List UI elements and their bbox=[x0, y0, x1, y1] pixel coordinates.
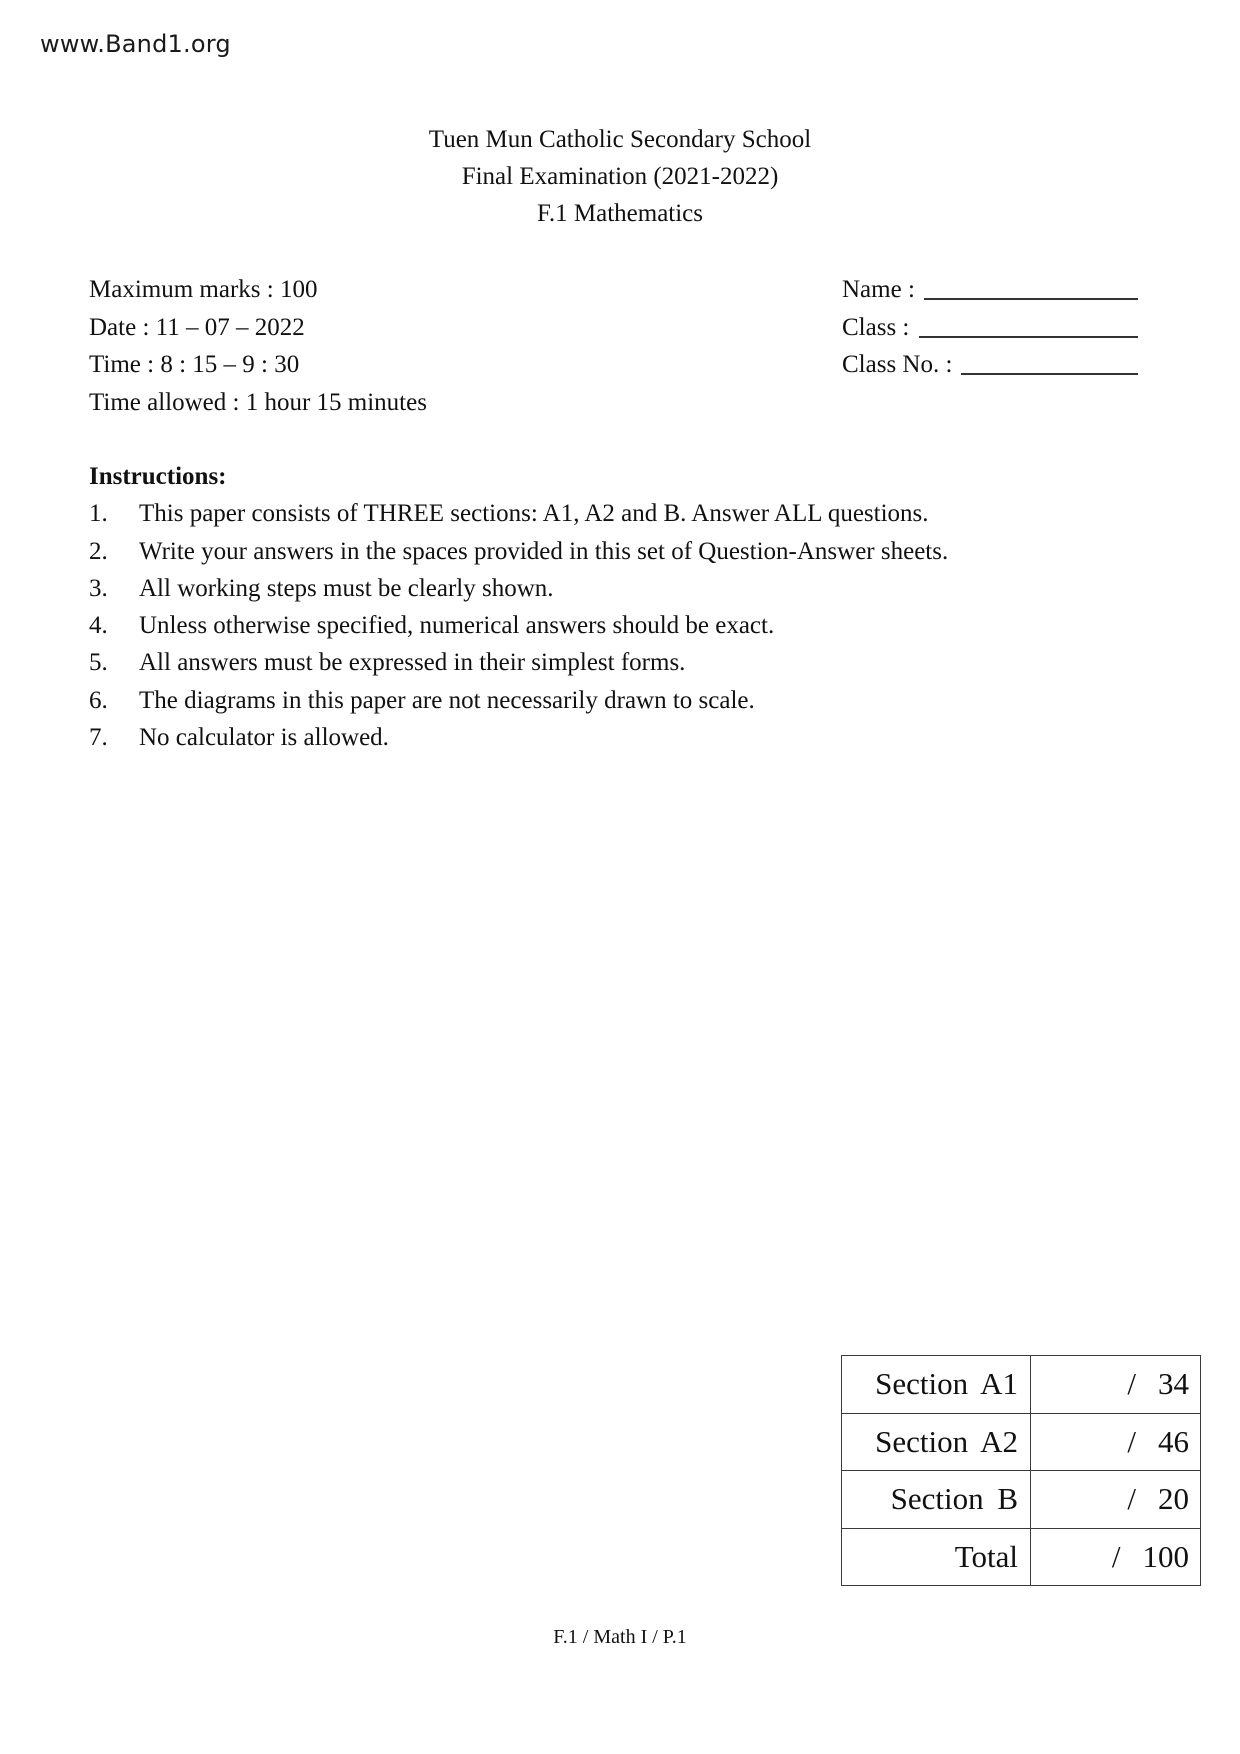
instruction-item bbox=[89, 644, 1139, 681]
slash: / bbox=[1111, 1538, 1121, 1574]
max-marks: Maximum marks : 100 bbox=[89, 276, 318, 303]
instruction-number: 2. bbox=[89, 537, 108, 565]
instruction-number: 6. bbox=[89, 686, 108, 714]
name-blank[interactable] bbox=[924, 298, 1138, 300]
time-allowed: Time allowed : 1 hour 15 minutes bbox=[89, 388, 427, 416]
score-row-section-b bbox=[842, 1471, 1201, 1529]
instruction-item bbox=[89, 570, 1139, 607]
name-field bbox=[842, 271, 1142, 309]
instruction-item bbox=[89, 607, 1139, 644]
score-row-total bbox=[842, 1528, 1201, 1586]
max-mark: 46 bbox=[1158, 1423, 1189, 1459]
score-table bbox=[841, 1355, 1201, 1586]
class-no-field bbox=[842, 346, 1142, 384]
instruction-text: All working steps must be clearly shown. bbox=[139, 574, 554, 602]
slash: / bbox=[1127, 1423, 1136, 1459]
instruction-text: All answers must be expressed in their simplest forms. bbox=[139, 649, 686, 677]
instruction-item bbox=[89, 495, 1139, 532]
exam-time: Time : 8 : 15 – 9 : 30 bbox=[89, 351, 300, 378]
instruction-text: This paper consists of THREE sections: A1, A2 and B. Answer ALL questions. bbox=[139, 500, 929, 528]
instruction-number: 5. bbox=[89, 649, 108, 677]
instruction-number: 3. bbox=[89, 574, 108, 602]
total-label: Total bbox=[842, 1528, 1031, 1586]
instruction-number: 4. bbox=[89, 612, 108, 640]
section-label: Section B bbox=[842, 1471, 1031, 1529]
instruction-number: 7. bbox=[89, 724, 108, 752]
page-footer: F.1 / Math I / P.1 bbox=[553, 1626, 687, 1648]
class-no-blank[interactable] bbox=[961, 373, 1138, 375]
slash: / bbox=[1127, 1366, 1136, 1402]
exam-info bbox=[89, 271, 427, 421]
class-blank[interactable] bbox=[919, 336, 1138, 338]
student-details bbox=[842, 271, 1142, 384]
instruction-text: Unless otherwise specified, numerical answers should be exact. bbox=[139, 612, 775, 640]
max-mark: 34 bbox=[1158, 1366, 1189, 1402]
instruction-item bbox=[89, 719, 1139, 756]
section-mark-cell[interactable] bbox=[1031, 1471, 1201, 1529]
instruction-text: The diagrams in this paper are not necessarily drawn to scale. bbox=[139, 686, 755, 714]
section-label: Section A1 bbox=[842, 1356, 1031, 1414]
max-mark: 100 bbox=[1142, 1538, 1189, 1574]
class-label: Class : bbox=[842, 313, 910, 341]
instruction-text: No calculator is allowed. bbox=[139, 724, 389, 752]
section-mark-cell[interactable] bbox=[1031, 1413, 1201, 1471]
instruction-item bbox=[89, 682, 1139, 719]
section-mark-cell[interactable] bbox=[1031, 1356, 1201, 1414]
instructions-title: Instructions: bbox=[89, 463, 227, 490]
score-row-section-a1 bbox=[842, 1356, 1201, 1414]
exam-title: Final Examination (2021-2022) bbox=[461, 163, 779, 190]
score-row-section-a2 bbox=[842, 1413, 1201, 1471]
subject-title: F.1 Mathematics bbox=[536, 200, 704, 227]
class-field bbox=[842, 309, 1142, 347]
instruction-text: Write your answers in the spaces provided in this set of Question-Answer sheets. bbox=[139, 537, 949, 565]
instructions bbox=[89, 458, 1139, 756]
instruction-item bbox=[89, 533, 1139, 570]
name-label: Name : bbox=[842, 276, 915, 303]
section-label: Section A2 bbox=[842, 1413, 1031, 1471]
max-mark: 20 bbox=[1158, 1481, 1189, 1517]
total-mark-cell[interactable] bbox=[1031, 1528, 1201, 1586]
instruction-number: 1. bbox=[89, 500, 108, 528]
slash: / bbox=[1127, 1481, 1136, 1517]
school-name: Tuen Mun Catholic Secondary School bbox=[428, 126, 812, 153]
exam-header bbox=[0, 121, 1240, 232]
watermark: www.Band1.org bbox=[40, 30, 231, 58]
exam-date: Date : 11 – 07 – 2022 bbox=[89, 313, 305, 341]
class-no-label: Class No. : bbox=[842, 351, 953, 378]
